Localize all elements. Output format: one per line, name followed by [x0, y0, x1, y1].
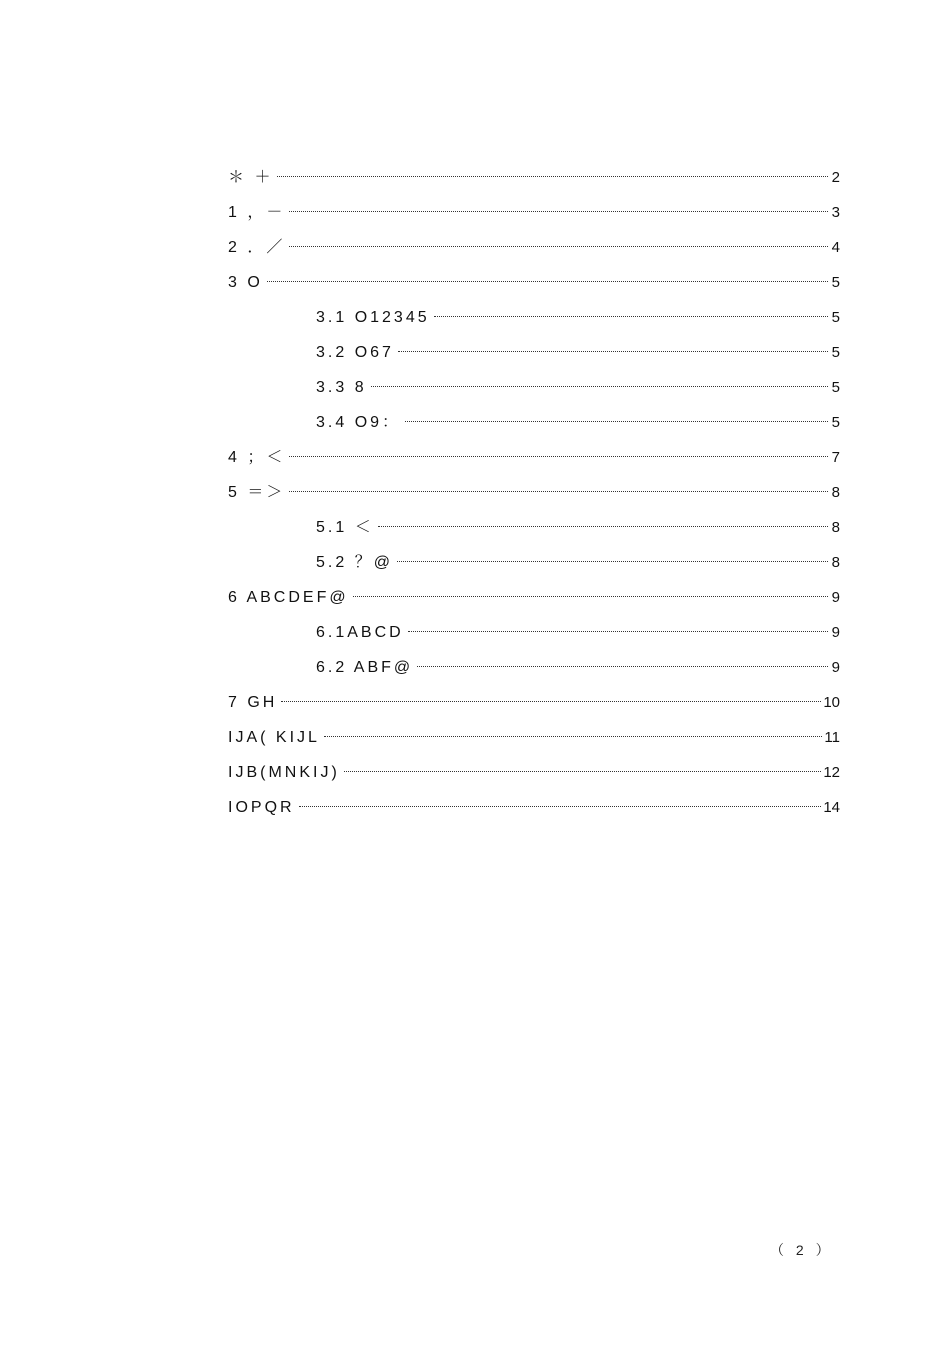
toc-entry[interactable] — [228, 195, 840, 230]
dot-leader — [344, 771, 822, 772]
toc-entry[interactable] — [228, 440, 840, 475]
dot-leader — [397, 561, 828, 562]
toc-entry[interactable] — [228, 510, 840, 545]
toc-entry[interactable] — [228, 545, 840, 580]
toc-entry-label: 1 ，－ — [228, 204, 286, 221]
toc-entry-label: 3.3 8 — [316, 379, 367, 396]
toc-entry[interactable] — [228, 790, 840, 825]
toc-entry-page-number: 9 — [831, 589, 840, 606]
table-of-contents — [228, 160, 840, 825]
toc-entry-page-number: 7 — [831, 449, 840, 466]
toc-entry-label: 6.2 ABF@ — [316, 659, 414, 676]
toc-entry[interactable] — [228, 720, 840, 755]
toc-entry[interactable] — [228, 615, 840, 650]
toc-entry-page-number: 9 — [831, 659, 840, 676]
toc-entry-label: 6.1ABCD — [316, 624, 404, 641]
dot-leader — [281, 701, 821, 702]
dot-leader — [299, 806, 822, 807]
toc-entry-label: 3.1 O12345 — [316, 309, 430, 326]
toc-entry-label: ＊ ＋ — [228, 169, 274, 186]
dot-leader — [405, 421, 828, 422]
toc-entry-label: IJA( KIJL — [228, 729, 320, 746]
toc-entry-label: 3 O — [228, 274, 263, 291]
dot-leader — [434, 316, 828, 317]
toc-entry-page-number: 10 — [823, 694, 840, 711]
toc-entry-page-number: 5 — [831, 274, 840, 291]
toc-entry-label: 5.1 ＜ — [316, 519, 374, 536]
dot-leader — [353, 596, 828, 597]
dot-leader — [289, 211, 828, 212]
toc-entry-label: 5 ＝＞ — [228, 484, 286, 501]
toc-entry-label: 3.4 O9： — [316, 414, 402, 431]
toc-entry-page-number: 5 — [831, 344, 840, 361]
toc-entry-page-number: 4 — [831, 239, 840, 256]
dot-leader — [289, 246, 828, 247]
toc-entry-label: 4 ；＜ — [228, 449, 286, 466]
dot-leader — [398, 351, 828, 352]
dot-leader — [417, 666, 828, 667]
toc-entry-page-number: 14 — [823, 799, 840, 816]
toc-entry[interactable] — [228, 405, 840, 440]
toc-entry[interactable] — [228, 160, 840, 195]
toc-entry[interactable] — [228, 580, 840, 615]
toc-entry-page-number: 5 — [831, 414, 840, 431]
toc-entry-label: 5.2 ？@ — [316, 554, 393, 571]
toc-entry[interactable] — [228, 300, 840, 335]
toc-entry[interactable] — [228, 650, 840, 685]
toc-entry[interactable] — [228, 230, 840, 265]
dot-leader — [408, 631, 828, 632]
toc-entry-label: 7 GH — [228, 694, 278, 711]
toc-entry[interactable] — [228, 370, 840, 405]
toc-entry-label: IOPQR — [228, 799, 295, 816]
toc-entry-label: 6 ABCDEF@ — [228, 589, 349, 606]
toc-entry-page-number: 9 — [831, 624, 840, 641]
toc-entry-page-number: 2 — [831, 169, 840, 186]
toc-entry-page-number: 5 — [831, 309, 840, 326]
dot-leader — [277, 176, 828, 177]
dot-leader — [324, 736, 823, 737]
toc-entry-label: IJB(MNKIJ) — [228, 764, 340, 781]
toc-entry-page-number: 11 — [824, 729, 840, 746]
dot-leader — [289, 456, 828, 457]
toc-entry[interactable] — [228, 685, 840, 720]
toc-entry-label: 3.2 O67 — [316, 344, 394, 361]
toc-entry-page-number: 8 — [831, 519, 840, 536]
dot-leader — [378, 526, 828, 527]
toc-entry[interactable] — [228, 755, 840, 790]
page-number: （ 2 ） — [770, 1242, 834, 1258]
toc-entry-page-number: 5 — [831, 379, 840, 396]
dot-leader — [289, 491, 828, 492]
dot-leader — [267, 281, 828, 282]
toc-entry[interactable] — [228, 265, 840, 300]
toc-entry[interactable] — [228, 335, 840, 370]
dot-leader — [371, 386, 828, 387]
toc-entry[interactable] — [228, 475, 840, 510]
toc-entry-label: 2 ．／ — [228, 239, 286, 256]
toc-entry-page-number: 12 — [823, 764, 840, 781]
toc-entry-page-number: 8 — [831, 484, 840, 501]
toc-entry-page-number: 8 — [831, 554, 840, 571]
toc-entry-page-number: 3 — [831, 204, 840, 221]
